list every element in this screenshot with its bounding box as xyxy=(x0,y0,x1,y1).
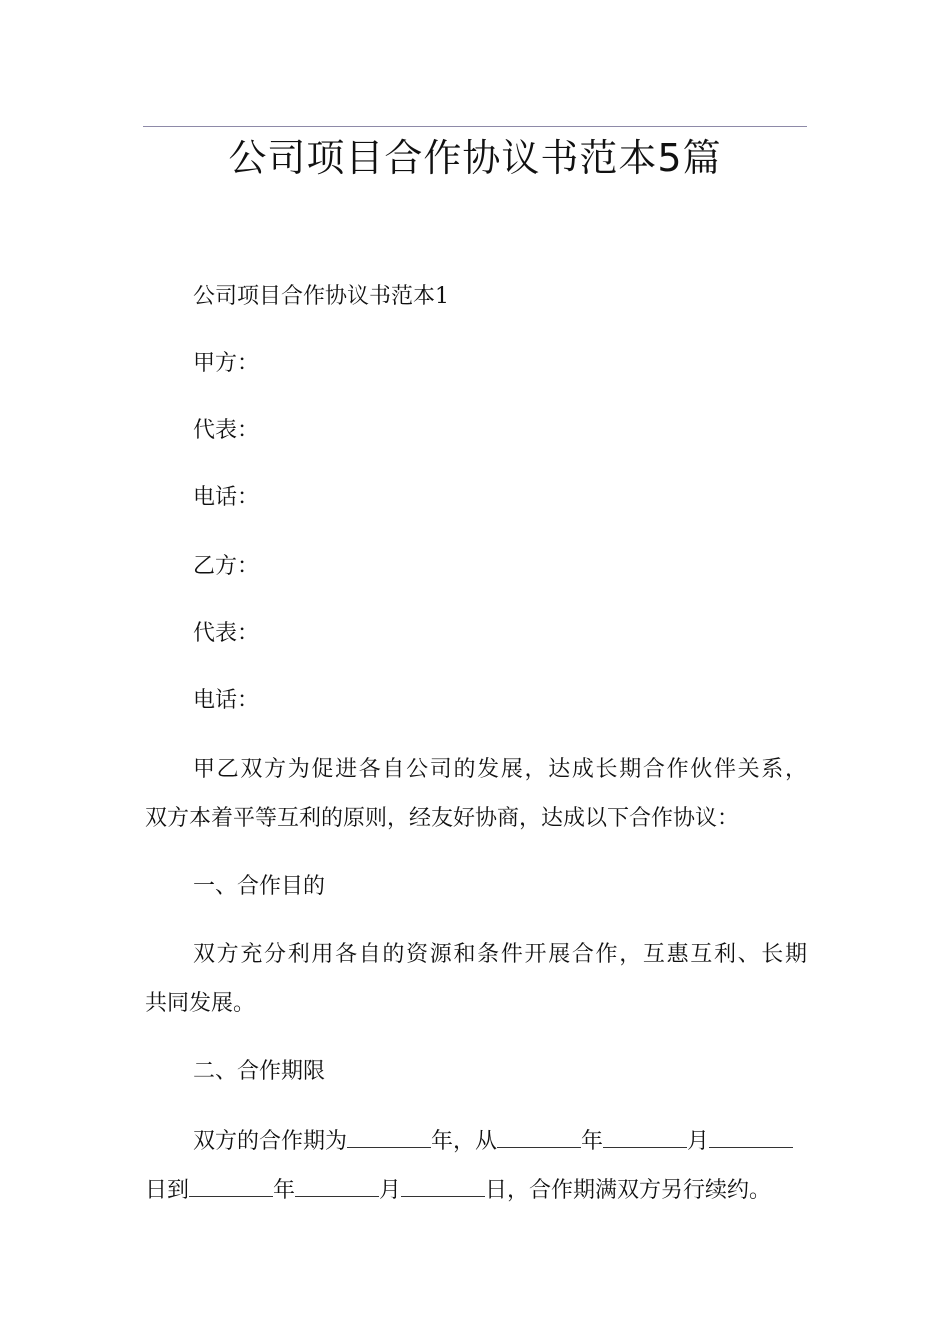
document-title: 公司项目合作协议书范本5篇 xyxy=(228,136,722,180)
clause-2-line-2 xyxy=(145,1174,807,1206)
clause-1-line-1: 双方充分利用各自的资源和条件开展合作，互惠互利、长期 xyxy=(193,942,807,967)
end-day-blank xyxy=(401,1174,485,1197)
party-a-name-label: 甲方： xyxy=(193,351,260,376)
term-text-2: 年，从 xyxy=(431,1129,498,1154)
party-b-phone-label: 电话： xyxy=(193,688,260,713)
intro-line-1: 甲乙双方为促进各自公司的发展，达成长期合作伙伴关系， xyxy=(193,757,807,782)
term-text-1: 双方的合作期为 xyxy=(193,1129,348,1154)
term-text-6: 年 xyxy=(273,1178,296,1203)
end-year-blank xyxy=(189,1174,273,1197)
start-month-blank xyxy=(603,1125,687,1148)
header-rule xyxy=(143,126,807,127)
party-b-name-label: 乙方： xyxy=(193,554,260,579)
term-text-3: 年 xyxy=(581,1129,604,1154)
clause-2-line-1 xyxy=(145,1125,807,1157)
section-heading: 公司项目合作协议书范本1 xyxy=(193,284,449,309)
clause-1-line-2: 共同发展。 xyxy=(145,991,256,1016)
term-text-8: 日，合作期满双方另行续约。 xyxy=(485,1178,772,1203)
clause-2-heading: 二、合作期限 xyxy=(193,1059,326,1084)
party-b-rep-label: 代表： xyxy=(193,621,260,646)
clause-1-heading: 一、合作目的 xyxy=(193,874,326,899)
party-a-rep-label: 代表： xyxy=(193,418,260,443)
intro-line-2: 双方本着平等互利的原则，经友好协商，达成以下合作协议： xyxy=(145,806,740,831)
start-year-blank xyxy=(497,1125,581,1148)
term-years-blank xyxy=(347,1125,431,1148)
end-month-blank xyxy=(295,1174,379,1197)
start-day-blank xyxy=(709,1125,793,1148)
term-text-4: 月 xyxy=(687,1129,710,1154)
term-text-5: 日到 xyxy=(145,1178,190,1203)
term-text-7: 月 xyxy=(379,1178,402,1203)
party-a-phone-label: 电话： xyxy=(193,485,260,510)
